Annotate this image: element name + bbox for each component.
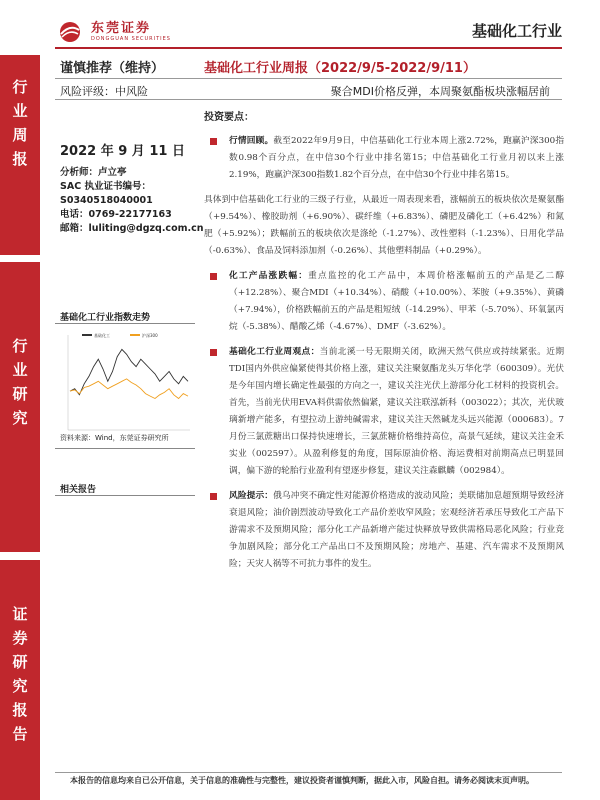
report-title: 基础化工行业周报（2022/9/5-2022/9/11）	[204, 61, 476, 76]
bullet-weekly-view	[204, 344, 564, 480]
index-trend-chart	[60, 325, 195, 443]
bullet-label: 化工产品涨跌幅：	[229, 271, 309, 281]
bullet-text: 截至2022年9月9日，中信基础化工行业本周上涨2.72%，跑赢沪深300指数0.98个百分点，在中信30个行业中排名第15；中信基础化工行业月初以来上涨2.19%，跑赢沪深300指数1.82个百分点，在中信30个行业中排名第15。	[229, 136, 565, 180]
report-date: 2022 年 9 月 11 日	[60, 144, 185, 159]
analyst-cert-label: SAC 执业证书编号：	[60, 181, 151, 192]
logo-english: DONGGUAN SECURITIES	[91, 36, 171, 42]
legend-label-industry: 基础化工	[94, 333, 110, 338]
divider	[55, 448, 195, 449]
sidebar-label: 行业研究	[12, 337, 28, 427]
bullet-label: 基础化工行业周观点：	[229, 347, 320, 357]
header-rule	[55, 47, 562, 49]
bullet-market-review	[204, 133, 564, 184]
sidebar-section-weekly	[0, 55, 40, 255]
series-line-industry	[70, 349, 188, 394]
bullet-text: 当前北溪一号无限期关闭，欧洲天然气供应或持续紧张。近期TDI国内外供应偏紧使得其价格上涨，建议关注聚氨酯龙头万华化学（600309）。光伏是今年国内增长确定性最强的方向之一，建议关注光伏上游部分化工材料的投资机会。首先，当前光伏用EVA料供需依然偏紧，建议关注联泓新科（003022）；其次，光伏玻璃新增产能多，有望拉动上游纯碱需求，建议关注天然碱龙头远兴能源（000683）。7月份三氯蔗糖出口保持快速增长，三氯蔗糖价格维持高位，高景气延续，建议关注金禾实业（002597）。从盈利修复的角度，国际原油价格、海运费相对前期高点已明显回调，偏下游的轮胎行业盈利有望逐步修复，建议关注森麒麟（002984）。	[229, 347, 565, 476]
risk-level: 风险评级：中风险	[60, 85, 148, 98]
logo-name: 东莞证券	[91, 21, 152, 36]
sidebar-section-research	[0, 262, 40, 552]
sidebar-section-securities	[0, 560, 40, 800]
related-reports-title: 相关报告	[60, 485, 97, 495]
series-line-index	[70, 379, 188, 399]
report-subtitle: 聚合MDI价格反弹，本周聚氨酯板块涨幅居前	[330, 85, 550, 98]
main-content	[204, 108, 564, 573]
bullet-risk	[204, 488, 564, 573]
analyst-name: 分析师：卢立亭	[60, 167, 127, 178]
analyst-phone: 电话：0769-22177163	[60, 209, 172, 220]
bullet-product-prices	[204, 268, 564, 336]
chart-source: 资料来源：Wind，东莞证券研究所	[60, 434, 169, 442]
legend-swatch-index	[130, 334, 140, 336]
divider	[55, 323, 195, 324]
bullet-text: 俄乌冲突不确定性对能源价格造成的波动风险；美联储加息超预期导致经济衰退风险；油价剧烈波动导致化工产品价差收窄风险；宏观经济若承压导致化工产品下游需求不及预期风险；部分化工产品新增产能过快释放导致供需格局恶化风险；行业竞争加剧风险；部分化工产品出口不及预期风险；房地产、基建、汽车需求不及预期风险；天灾人祸等不可抗力事件的发生。	[229, 491, 565, 569]
key-points-title: 投资要点：	[204, 112, 254, 123]
divider	[55, 495, 195, 496]
analyst-info	[60, 166, 204, 236]
rating: 谨慎推荐（维持）	[60, 61, 165, 76]
logo	[55, 20, 171, 44]
industry-label: 基础化工行业	[471, 22, 562, 40]
divider	[55, 99, 562, 100]
analyst-email[interactable]: 邮箱：luliting@dgzq.com.cn	[60, 223, 204, 234]
sidebar-label: 行业周报	[12, 78, 28, 168]
disclaimer: 本报告的信息均来自已公开信息，关于信息的准确性与完整性，建议投资者谨慎判断，据此入市，风险自担。请务必阅读末页声明。	[70, 776, 534, 785]
analyst-cert-number: S0340518040001	[60, 195, 153, 206]
logo-icon	[55, 20, 85, 44]
paragraph-subsectors: 具体到中信基础化工行业的三级子行业，从最近一周表现来看，涨幅前五的板块依次是聚氨酯（+9.54%）、橡胶助剂（+6.90%）、碳纤维（+6.83%）、磷肥及磷化工（+6.42%）和氮肥（+5.92%）；跌幅前五的板块依次是涤纶（-1.27%）、改性塑料（-1.23%）、日用化学品（-0.63%）、食品及饲料添加剂（-0.26%）、其他塑料制品（+0.29%）。	[204, 195, 564, 256]
page-header	[0, 0, 600, 55]
legend-label-index: 沪深300	[142, 333, 158, 338]
chart-title: 基础化工行业指数走势	[60, 313, 151, 323]
divider	[55, 772, 562, 773]
bullet-text: 重点监控的化工产品中，本周价格涨幅前五的产品是乙二醇（+12.28%）、聚合MDI（+10.34%）、硝酸（+10.00%）、苯胺（+9.35%）、黄磷（+7.94%），价格跌幅前五的产品是粗短绒（-14.29%）、甲苯（-5.70%）、环氧氯丙烷（-5.38%）、醋酸乙烯（-4.67%）、DMF（-3.62%）。	[229, 271, 565, 332]
divider	[55, 78, 562, 79]
sidebar-label: 证券研究报告	[12, 605, 28, 743]
bullet-label: 风险提示：	[229, 491, 274, 501]
bullet-label: 行情回顾。	[229, 136, 274, 146]
legend-swatch-industry	[82, 334, 92, 336]
